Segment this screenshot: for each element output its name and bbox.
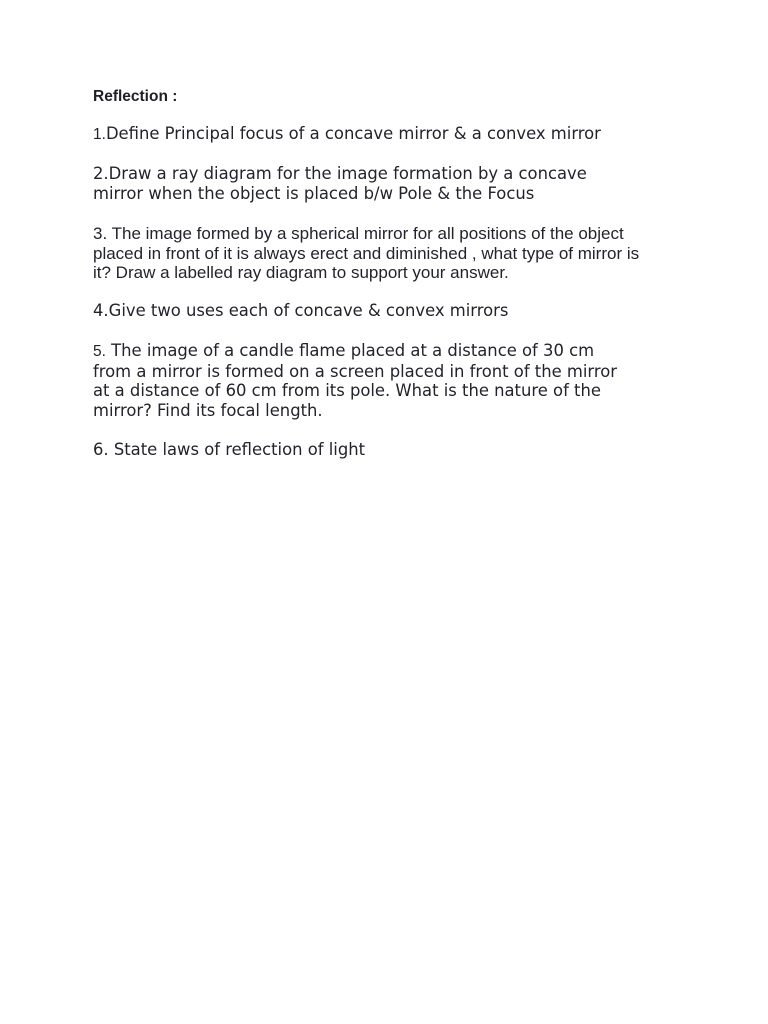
question-6-line-1 bbox=[93, 440, 693, 460]
question-5-line-2: from a mirror is formed on a screen placed in front of the mirror bbox=[93, 361, 618, 381]
question-5-number: 5. bbox=[93, 343, 106, 360]
question-5 bbox=[93, 341, 693, 420]
question-3-text-1: The image formed by a spherical mirror for all positions of the object bbox=[107, 224, 624, 243]
question-2-number: 2. bbox=[93, 164, 109, 183]
question-3-number: 3. bbox=[93, 224, 108, 243]
question-6-number: 6. bbox=[93, 440, 109, 459]
document-heading: Reflection : bbox=[93, 88, 178, 105]
question-5-line-4: mirror? Find its focal length. bbox=[93, 400, 323, 420]
question-3 bbox=[93, 224, 693, 283]
question-2 bbox=[93, 164, 693, 203]
question-1-text: Define Principal focus of a concave mirror & a convex mirror bbox=[105, 124, 601, 143]
question-4-number: 4. bbox=[93, 301, 109, 320]
question-3-line-3: it? Draw a labelled ray diagram to support your answer. bbox=[93, 263, 509, 282]
question-6-text: State laws of reflection of light bbox=[108, 440, 366, 459]
question-1 bbox=[93, 124, 693, 145]
question-2-line-2: mirror when the object is placed b/w Pole & the Focus bbox=[93, 183, 535, 203]
question-4-text: Give two uses each of concave & convex mirrors bbox=[108, 301, 509, 320]
question-1-number: 1. bbox=[93, 126, 106, 143]
question-4 bbox=[93, 301, 693, 321]
question-3-line-2: placed in front of it is always erect and diminished , what type of mirror is bbox=[93, 243, 640, 263]
question-6 bbox=[93, 440, 693, 460]
question-3-line-1 bbox=[93, 224, 693, 244]
question-5-text-1: The image of a candle flame placed at a distance of 30 cm bbox=[105, 341, 595, 360]
question-4-line-1 bbox=[93, 301, 693, 321]
question-5-line-1 bbox=[93, 341, 693, 362]
question-1-line-1 bbox=[93, 124, 693, 145]
question-2-line-1 bbox=[93, 164, 693, 184]
question-2-text-1: Draw a ray diagram for the image formation by a concave bbox=[108, 164, 587, 183]
question-5-line-3: at a distance of 60 cm from its pole. What is the nature of the bbox=[93, 381, 601, 400]
